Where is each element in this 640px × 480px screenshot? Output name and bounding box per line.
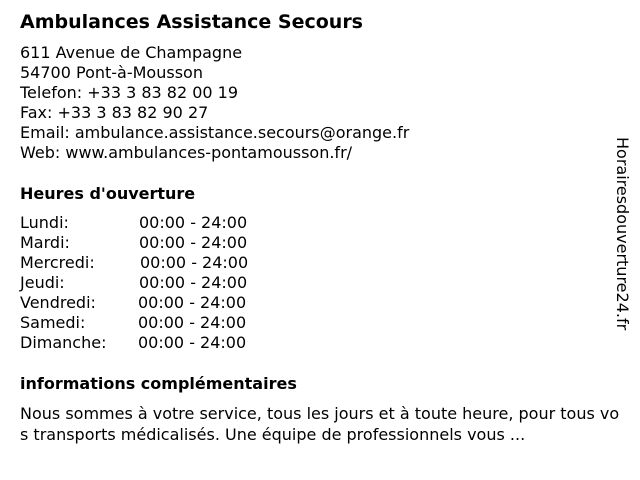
street-address: 611 Avenue de Champagne <box>20 43 243 62</box>
time-range: 00:00 - 24:00 <box>139 273 248 292</box>
site-watermark: Horairesdouverture24.fr <box>613 137 632 331</box>
time-range: 00:00 - 24:00 <box>139 213 248 232</box>
time-range: 00:00 - 24:00 <box>138 333 247 352</box>
time-range: 00:00 - 24:00 <box>138 313 247 332</box>
fax-number: Fax: +33 3 83 82 90 27 <box>20 103 209 122</box>
business-name: Ambulances Assistance Secours <box>20 11 363 33</box>
opening-hours-heading: Heures d'ouverture <box>20 184 196 203</box>
phone-number: Telefon: +33 3 83 82 00 19 <box>20 83 239 102</box>
contact-block <box>20 43 409 163</box>
hours-row-saturday <box>20 313 320 333</box>
email-address: Email: ambulance.assistance.secours@orange.fr <box>20 123 410 142</box>
day-label: Samedi: <box>20 313 86 332</box>
hours-row-wednesday <box>20 253 320 273</box>
time-range: 00:00 - 24:00 <box>139 233 248 252</box>
hours-row-friday <box>20 293 320 313</box>
time-range: 00:00 - 24:00 <box>138 293 247 312</box>
day-label: Mercredi: <box>20 253 95 272</box>
additional-info-heading: informations complémentaires <box>20 374 297 393</box>
hours-row-monday <box>20 213 320 233</box>
hours-row-thursday <box>20 273 320 293</box>
hours-row-sunday <box>20 333 320 353</box>
hours-row-tuesday <box>20 233 320 253</box>
day-label: Jeudi: <box>20 273 65 292</box>
website-url: Web: www.ambulances-pontamousson.fr/ <box>20 143 353 162</box>
time-range: 00:00 - 24:00 <box>140 253 249 272</box>
day-label: Mardi: <box>20 233 70 252</box>
day-label: Lundi: <box>20 213 69 232</box>
additional-info-text: Nous sommes à votre service, tous les jours et à toute heure, pour tous vos transports médicalisés. Une équipe de professionnels vous ... <box>20 404 620 444</box>
day-label: Dimanche: <box>20 333 107 352</box>
opening-hours-table <box>20 213 320 353</box>
city-postal: 54700 Pont-à-Mousson <box>20 63 203 82</box>
day-label: Vendredi: <box>20 293 96 312</box>
